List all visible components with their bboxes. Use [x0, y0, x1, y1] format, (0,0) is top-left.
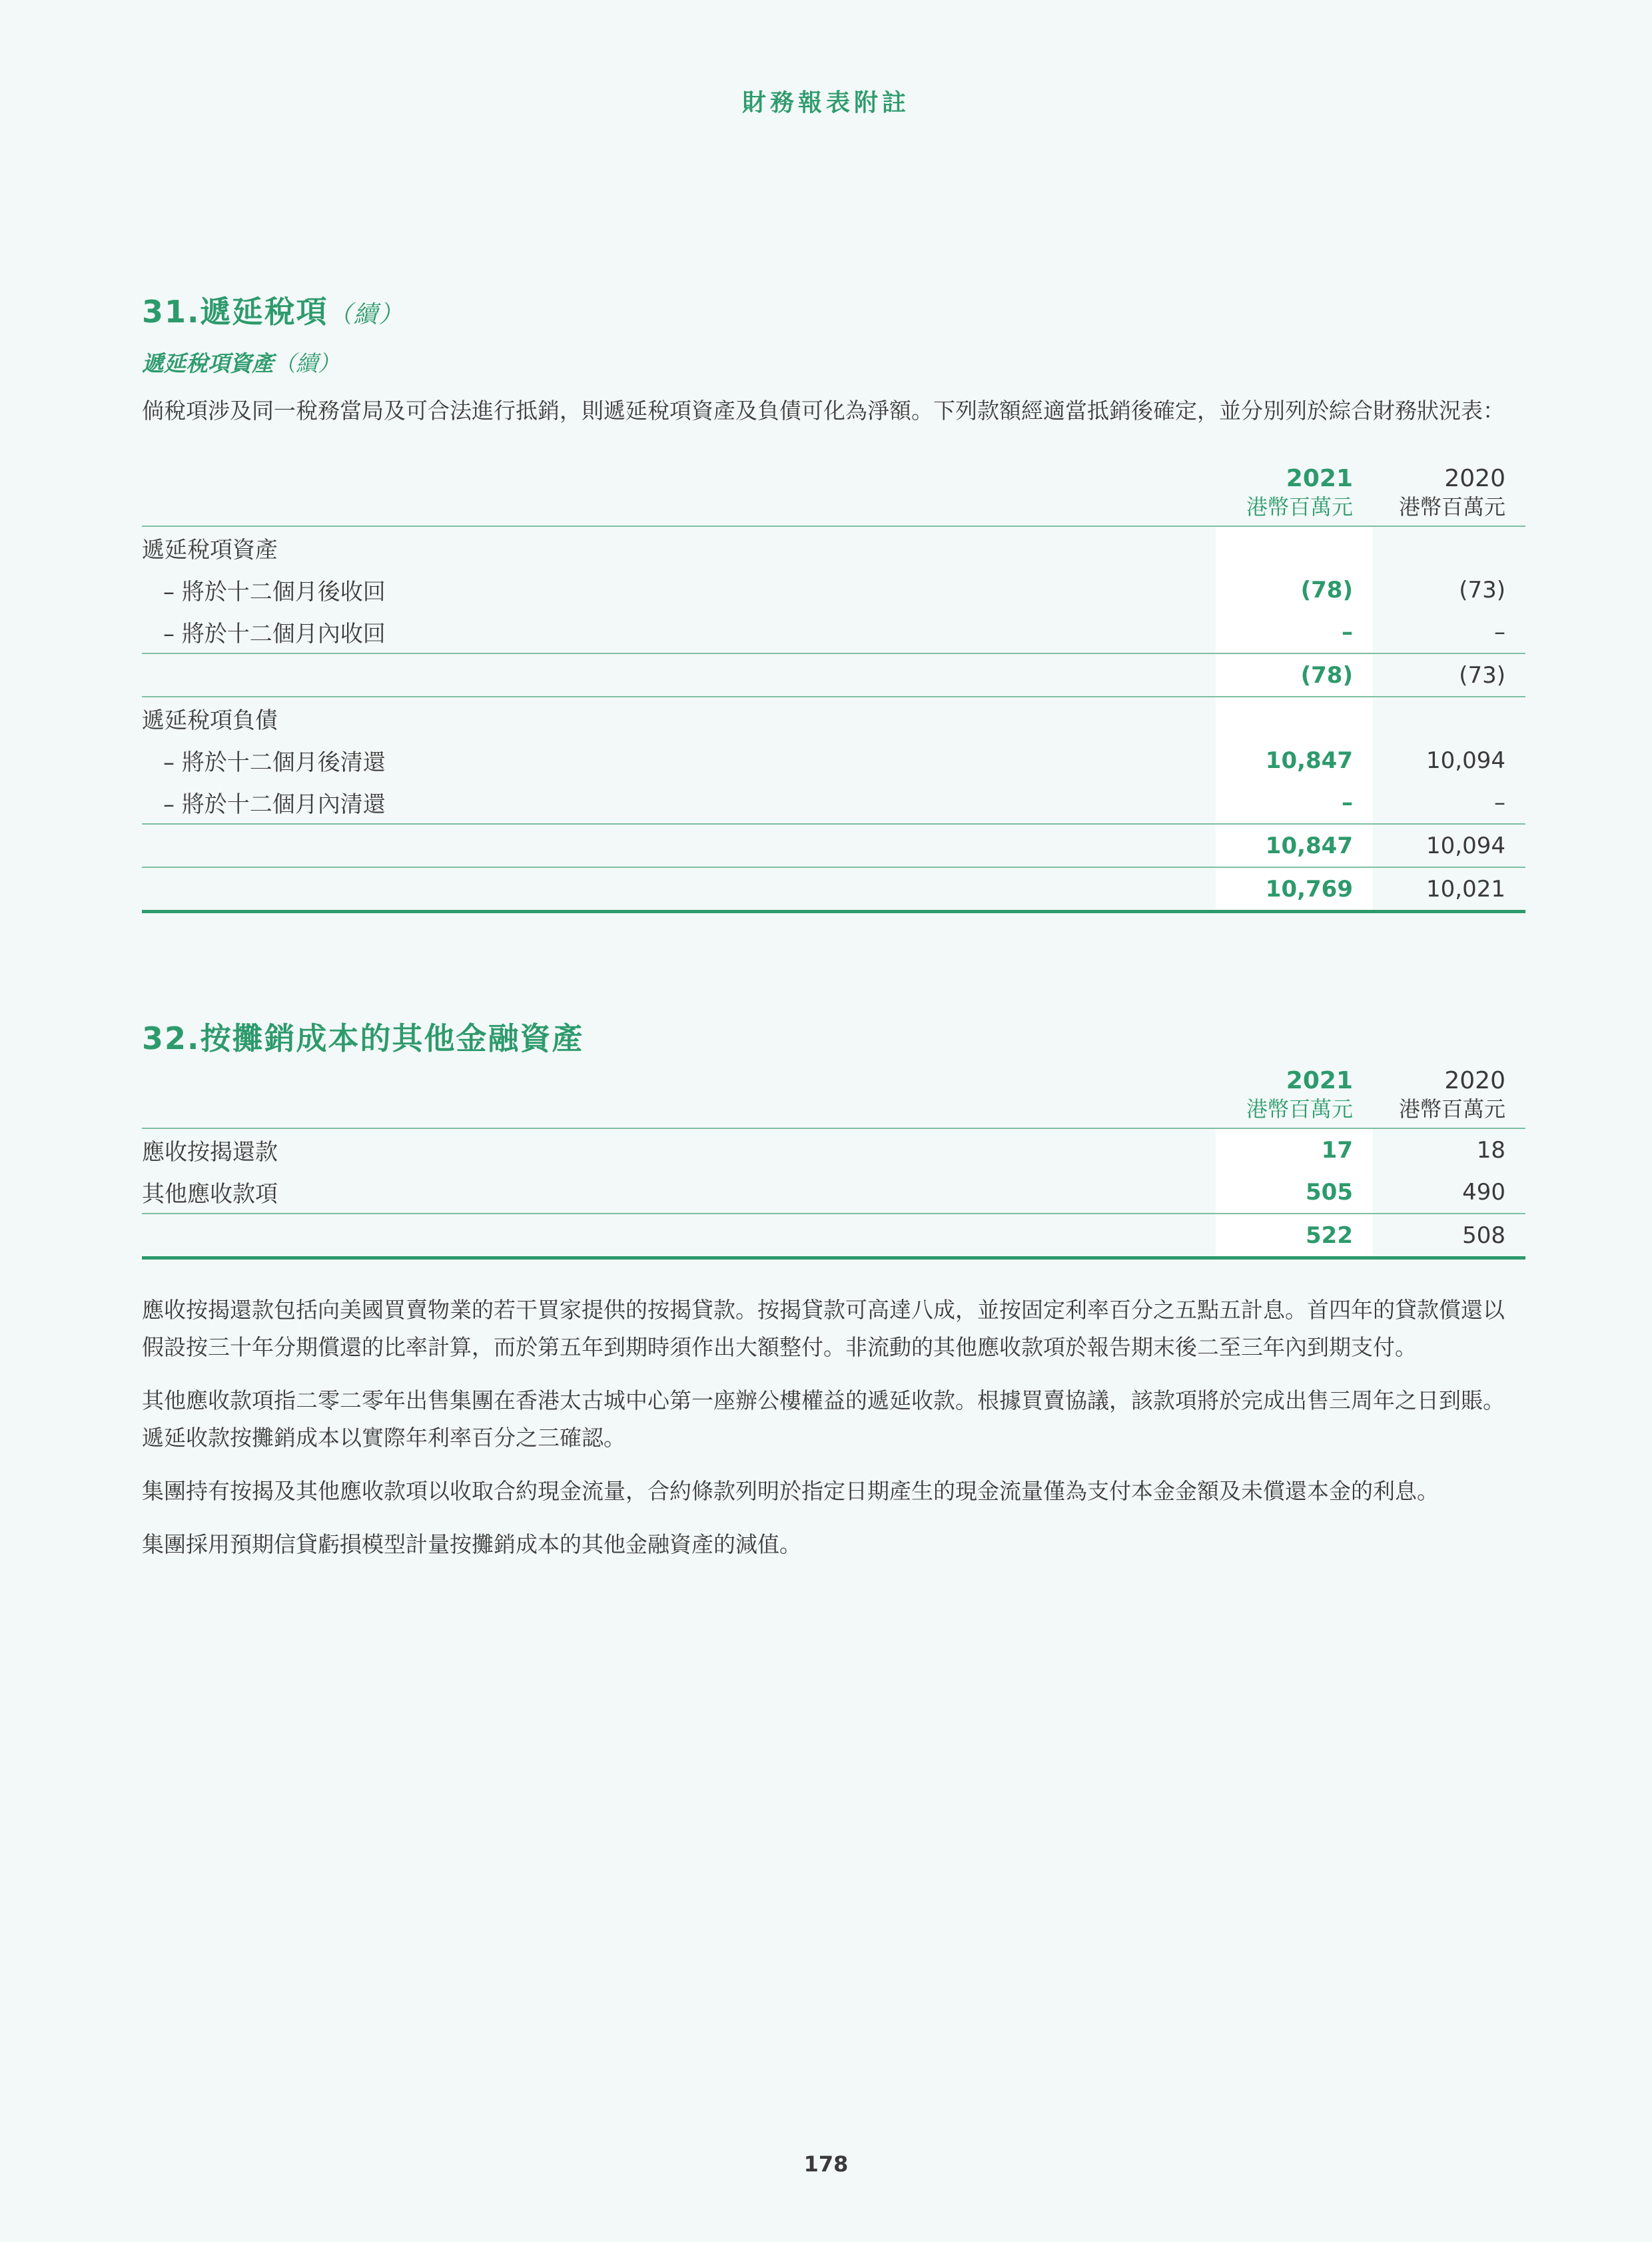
- value-2020: [1375, 697, 1525, 739]
- col-2021-header: [1216, 462, 1373, 526]
- row-label: [142, 824, 1211, 867]
- value-2021: [1216, 697, 1373, 739]
- note-31-number: 31.: [142, 294, 201, 330]
- subtotal-row: [142, 824, 1525, 867]
- note-32-paragraph-3: 集團持有按揭及其他應收款項以收取合約現金流量，合約條款列明於指定日期產生的現金流量僅為支付本金金額及未償還本金的利息。: [142, 1478, 1439, 1504]
- value-2021: 10,769: [1216, 867, 1373, 912]
- col-2021-unit: 港幣百萬元: [1246, 494, 1353, 520]
- col-2021-header: [1216, 1064, 1373, 1128]
- col-2021-year: 2021: [1286, 1067, 1353, 1094]
- table-row: [142, 781, 1525, 824]
- value-2020: (73): [1459, 576, 1505, 603]
- row-label: 遞延稅項負債: [142, 697, 1211, 739]
- row-label: [142, 867, 1211, 912]
- table-row: [142, 697, 1525, 739]
- note-31-subtitle-cont: （續）: [274, 350, 340, 376]
- value-2021: 17: [1216, 1128, 1373, 1171]
- value-2020: –: [1494, 618, 1505, 645]
- page-header: 財務報表附註: [741, 89, 910, 117]
- value-2021: –: [1216, 611, 1373, 653]
- note-31-subtitle: [142, 346, 1525, 378]
- note-31-intro: 倘稅項涉及同一稅務當局及可合法進行抵銷，則遞延稅項資產及負債可化為淨額。下列款額經適當抵銷後確定，並分別列於綜合財務狀況表：: [142, 398, 1505, 424]
- table-header-row: [142, 1064, 1525, 1128]
- note-32-paragraph-2: 其他應收款項指二零二零年出售集團在香港太古城中心第一座辦公樓權益的遞延收款。根據買賣協議，該款項將於完成出售三周年之日到賬。遞延收款按攤銷成本以實際年利率百分之三確認。: [142, 1387, 1505, 1451]
- note-32-title-text: 按攤銷成本的其他金融資產: [200, 1020, 584, 1056]
- subtotal-row: [142, 653, 1525, 697]
- note-31-subtitle-text: 遞延稅項資產: [142, 350, 274, 376]
- value-2020: (73): [1375, 653, 1525, 697]
- value-2020: [1375, 526, 1525, 569]
- row-label: – 將於十二個月內收回: [163, 621, 386, 647]
- value-2021: 505: [1216, 1171, 1373, 1214]
- value-2021: (78): [1216, 569, 1373, 611]
- col-2020-header: [1375, 1064, 1525, 1128]
- row-label: – 將於十二個月後收回: [163, 579, 386, 605]
- col-2020-unit: 港幣百萬元: [1398, 1096, 1505, 1122]
- note-32-title: [142, 1014, 1525, 1058]
- other-financial-assets-table: [142, 1064, 1525, 1260]
- value-2021: 10,847: [1216, 824, 1373, 867]
- col-2021-year: 2021: [1286, 465, 1353, 492]
- value-2020: –: [1494, 789, 1505, 816]
- row-label: – 將於十二個月內清還: [163, 791, 386, 818]
- note-32-paragraph-1: 應收按揭還款包括向美國買賣物業的若干買家提供的按揭貸款。按揭貸款可高達八成，並按固定利率百分之五點五計息。首四年的貸款償還以假設按三十年分期償還的比率計算，而於第五年到期時須作出大額整付。非流動的其他應收款項於報告期末後二至三年內到期支付。: [142, 1297, 1505, 1360]
- row-label: [142, 653, 1211, 697]
- value-2020: 490: [1462, 1178, 1505, 1206]
- table-header-row: [142, 462, 1525, 526]
- col-2021-unit: 港幣百萬元: [1246, 1096, 1353, 1122]
- note-32-paragraph-4: 集團採用預期信貸虧損模型計量按攤銷成本的其他金融資產的減值。: [142, 1531, 801, 1557]
- col-2020-header: [1375, 462, 1525, 526]
- value-2020: 10,021: [1375, 867, 1525, 912]
- table-row: [142, 1171, 1525, 1214]
- table-row: [142, 1128, 1525, 1171]
- note-31-section: [142, 288, 1525, 913]
- value-2021: 10,847: [1216, 739, 1373, 781]
- note-32-number: 32.: [142, 1020, 201, 1056]
- note-32-section: [142, 1014, 1525, 1563]
- value-2020: 10,094: [1375, 824, 1525, 867]
- note-31-title-text: 遞延稅項: [200, 294, 328, 330]
- table-row: [142, 526, 1525, 569]
- row-label: – 將於十二個月後清還: [163, 749, 386, 776]
- table-row: [142, 611, 1525, 653]
- note-31-title: [142, 288, 1525, 332]
- deferred-tax-table: [142, 462, 1525, 913]
- col-2020-year: 2020: [1444, 1067, 1505, 1094]
- value-2020: 508: [1375, 1214, 1525, 1258]
- value-2021: –: [1216, 781, 1373, 824]
- col-2020-year: 2020: [1444, 465, 1505, 492]
- total-row: [142, 1214, 1525, 1258]
- row-label: 遞延稅項資產: [142, 526, 1211, 569]
- row-label: [142, 1214, 1211, 1258]
- table-row: [142, 569, 1525, 611]
- col-2020-unit: 港幣百萬元: [1398, 494, 1505, 520]
- value-2021: 522: [1216, 1214, 1373, 1258]
- value-2020: 18: [1375, 1128, 1525, 1171]
- total-row: [142, 867, 1525, 912]
- table-row: [142, 739, 1525, 781]
- value-2021: [1216, 526, 1373, 569]
- value-2021: (78): [1216, 653, 1373, 697]
- page-number: 178: [803, 2151, 849, 2177]
- row-label: 其他應收款項: [142, 1181, 278, 1208]
- note-31-cont: （續）: [328, 301, 404, 328]
- row-label: 應收按揭還款: [142, 1128, 1211, 1171]
- value-2020: 10,094: [1426, 747, 1505, 774]
